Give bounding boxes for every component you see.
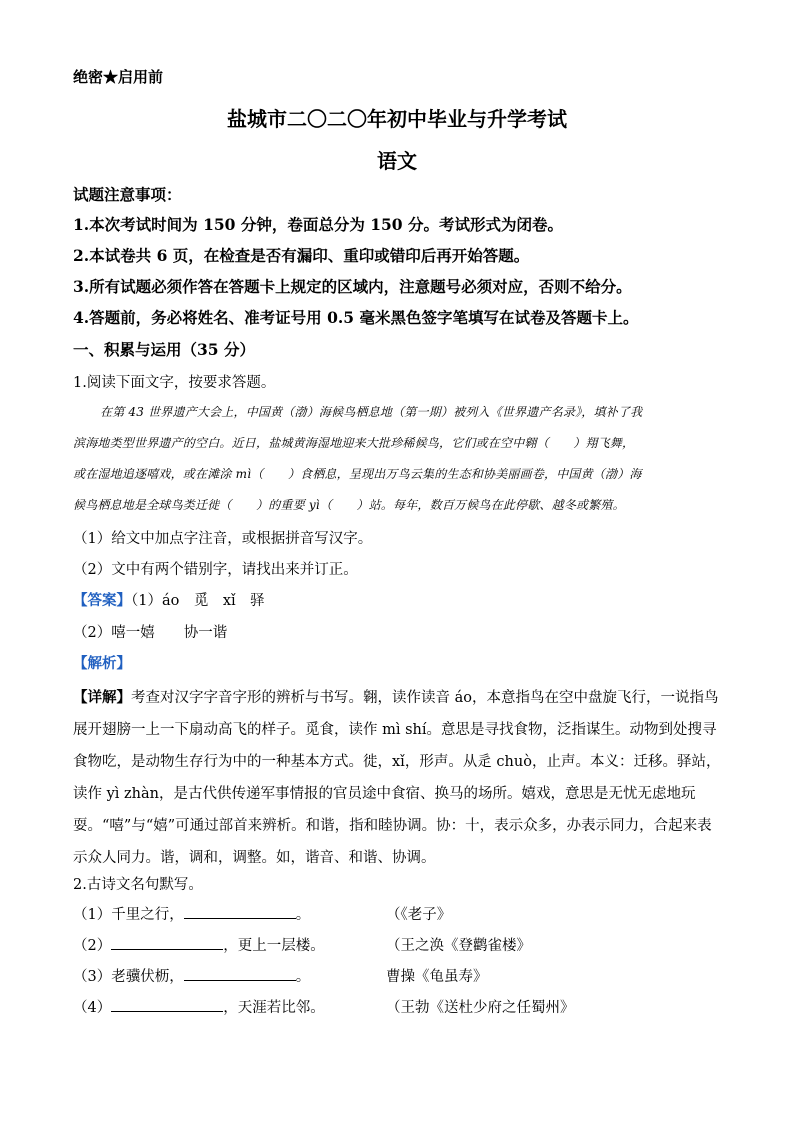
- poem-item: [73, 934, 325, 955]
- passage-line: 或在湿地追逐嘻戏，或在滩涂 mì（ ）食栖息，呈现出万鸟云集的生态和协美丽画卷，中国黄（渤）海: [73, 467, 642, 481]
- sub-question-1: （1）给文中加点字注音，或根据拼音写汉字。: [73, 531, 373, 547]
- poem-source: （王之涣《登鹳雀楼》: [386, 938, 531, 954]
- poem-source: （《老子》: [386, 907, 452, 923]
- note-item: 1.本次考试时间为 150 分钟，卷面总分为 150 分。考试形式为闭卷。: [73, 215, 563, 234]
- answer-blank[interactable]: [184, 904, 296, 919]
- detail-text: 考查对汉字字音字形的辨析与书写。翱，读作读音 áo，本意指鸟在空中盘旋飞行，一说指鸟展开翅膀一上一下扇动高飞的样子。觅食，读作 mì shí。意思是寻找食物，泛指谋生。动物到处搜寻食物吃，是动物生存行为中的一种基本方式。徙，xǐ，形声。从辵 chuò，止声。本义：迁移。驿站，读作 yì zhàn，是古代供传递军事情报的官员途中食宿、换马的场所。嬉戏，意思是无忧无虑地玩耍。“嘻”与“嬉”可通过部首来辨析。和谐，指和睦协调。协：十，表示众多，办表示同力，合起来表示众人同力。谐，调和，调整。如，谐音、和谐、协调。: [73, 690, 721, 866]
- passage-line: 在第 43 世界遗产大会上，中国黄（渤）海候鸟栖息地（第一期）被列入《世界遗产名录》，填补了我: [100, 405, 643, 419]
- poem-item-after: 。: [295, 907, 311, 923]
- analysis-tag: 【解析】: [73, 655, 131, 672]
- poem-item: [73, 965, 310, 986]
- poem-item: [73, 996, 325, 1017]
- note-item: 4.答题前，务必将姓名、准考证号用 0.5 毫米黑色签字笔填写在试卷及答题卡上。: [73, 308, 639, 327]
- poem-item-number: （3）: [73, 969, 112, 985]
- answer-1-text: （1）áo 觅 xǐ 驿: [131, 593, 265, 609]
- answer-blank[interactable]: [111, 997, 223, 1012]
- detail-paragraph: [73, 682, 723, 874]
- exam-title: 盐城市二〇二〇年初中毕业与升学考试: [227, 107, 567, 131]
- poem-item-after: ，天涯若比邻。: [223, 1000, 325, 1016]
- answer-line-1: [73, 589, 265, 610]
- detail-tag: 【详解】: [73, 689, 131, 706]
- poem-item-number: （1）: [73, 907, 112, 923]
- poem-item-after: ，更上一层楼。: [223, 938, 325, 954]
- question-1-prompt: 1.阅读下面文字，按要求答题。: [73, 375, 276, 391]
- confidential-label: 绝密★启用前: [73, 68, 164, 86]
- question-2-prompt: 2.古诗文名句默写。: [73, 877, 203, 893]
- answer-2-text: （2）嘻一嬉 协一谐: [73, 625, 228, 641]
- passage-line: 滨海地类型世界遗产的空白。近日，盐城黄海湿地迎来大批珍稀候鸟，它们或在空中翱（ ）翔飞舞，: [73, 436, 635, 450]
- sub-question-2: （2）文中有两个错别字，请找出来并订正。: [73, 562, 358, 578]
- note-item: 2.本试卷共 6 页，在检查是否有漏印、重印或错印后再开始答题。: [73, 246, 530, 265]
- notes-heading: 试题注意事项：: [73, 185, 182, 204]
- section-heading: 一、积累与运用（35 分）: [73, 340, 255, 359]
- answer-tag: 【答案】: [73, 592, 131, 609]
- answer-blank[interactable]: [111, 935, 223, 950]
- subject-title: 语文: [377, 149, 417, 173]
- passage-line: 候鸟栖息地是全球鸟类迁徙（ ）的重要 yì（ ）站。每年，数百万候鸟在此停歇、越冬或繁殖。: [73, 498, 625, 512]
- poem-item-number: （2）: [73, 938, 112, 954]
- poem-source: 曹操《龟虽寿》: [386, 969, 488, 985]
- poem-item-number: （4）: [73, 1000, 112, 1016]
- poem-item-before: 老骥伏枥，: [111, 969, 184, 985]
- poem-item-after: 。: [295, 969, 311, 985]
- note-item: 3.所有试题必须作答在答题卡上规定的区域内，注意题号必须对应，否则不给分。: [73, 277, 632, 296]
- answer-blank[interactable]: [184, 966, 296, 981]
- poem-item-before: 千里之行，: [111, 907, 184, 923]
- poem-source: （王勃《送杜少府之任蜀州》: [386, 1000, 575, 1016]
- poem-item: [73, 903, 310, 924]
